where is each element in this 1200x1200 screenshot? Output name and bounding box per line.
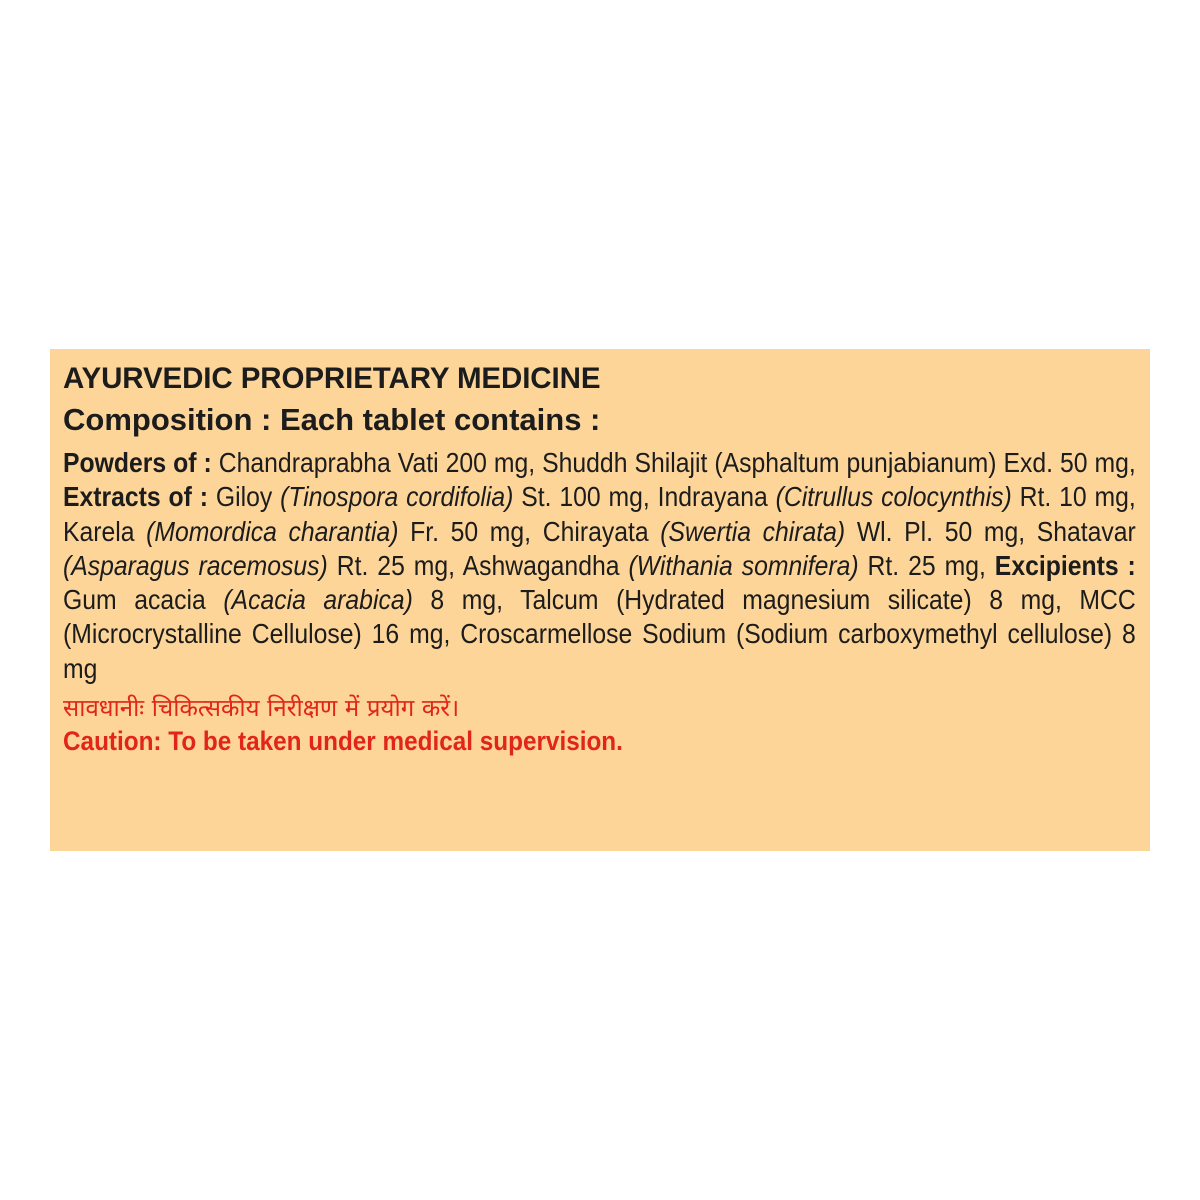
ashwagandha-latin: (Withania somnifera) [628,549,859,581]
chirayata-dose: Wl. Pl. 50 mg, Shatavar [845,515,1136,547]
medicine-type-heading: AYURVEDIC PROPRIETARY MEDICINE [63,362,601,395]
powders-text: Chandraprabha Vati 200 mg, Shuddh Shilajit (Asphaltum punjabianum) Exd. 50 mg, [211,447,1136,478]
caution-hindi: सावधानीः चिकित्सकीय निरीक्षण में प्रयोग करें। [63,694,460,723]
excipients-label: Excipients : [994,549,1136,581]
indrayana-latin: (Citrullus colocynthis) [775,481,1012,513]
gum-acacia-latin: (Acacia arabica) [223,584,413,616]
giloy-name: Giloy [208,481,281,513]
shatavar-dose: Rt. 25 mg, Ashwagandha [327,549,629,581]
extracts-label: Extracts of : [63,481,209,513]
composition-heading: Composition : Each tablet contains : [63,402,601,437]
giloy-latin: (Tinospora cordifolia) [280,481,514,513]
chirayata-latin: (Swertia chirata) [660,515,846,547]
shatavar-latin: (Asparagus racemosus) [63,549,328,581]
excipients-text: 8 mg, Talcum (Hydrated magnesium silicate) 8 mg, MCC (Microcrystalline Cellulose) 16 mg, Croscarmellose Sodium (Sodium carboxymethyl cellulose) 8 mg [63,584,1136,684]
karela-latin: (Momordica charantia) [146,515,399,547]
composition-text [63,446,1136,686]
caution-english: Caution: To be taken under medical supervision. [63,726,623,757]
ashwagandha-dose: Rt. 25 mg, [858,549,995,581]
karela-dose: Fr. 50 mg, Chirayata [398,515,661,547]
powders-label: Powders of : [63,447,212,478]
indrayana-dose: Rt. 10 mg, Karela [63,481,1136,547]
gum-acacia-name: Gum acacia [63,584,224,616]
label-panel [50,349,1150,851]
giloy-dose: St. 100 mg, Indrayana [513,481,776,513]
